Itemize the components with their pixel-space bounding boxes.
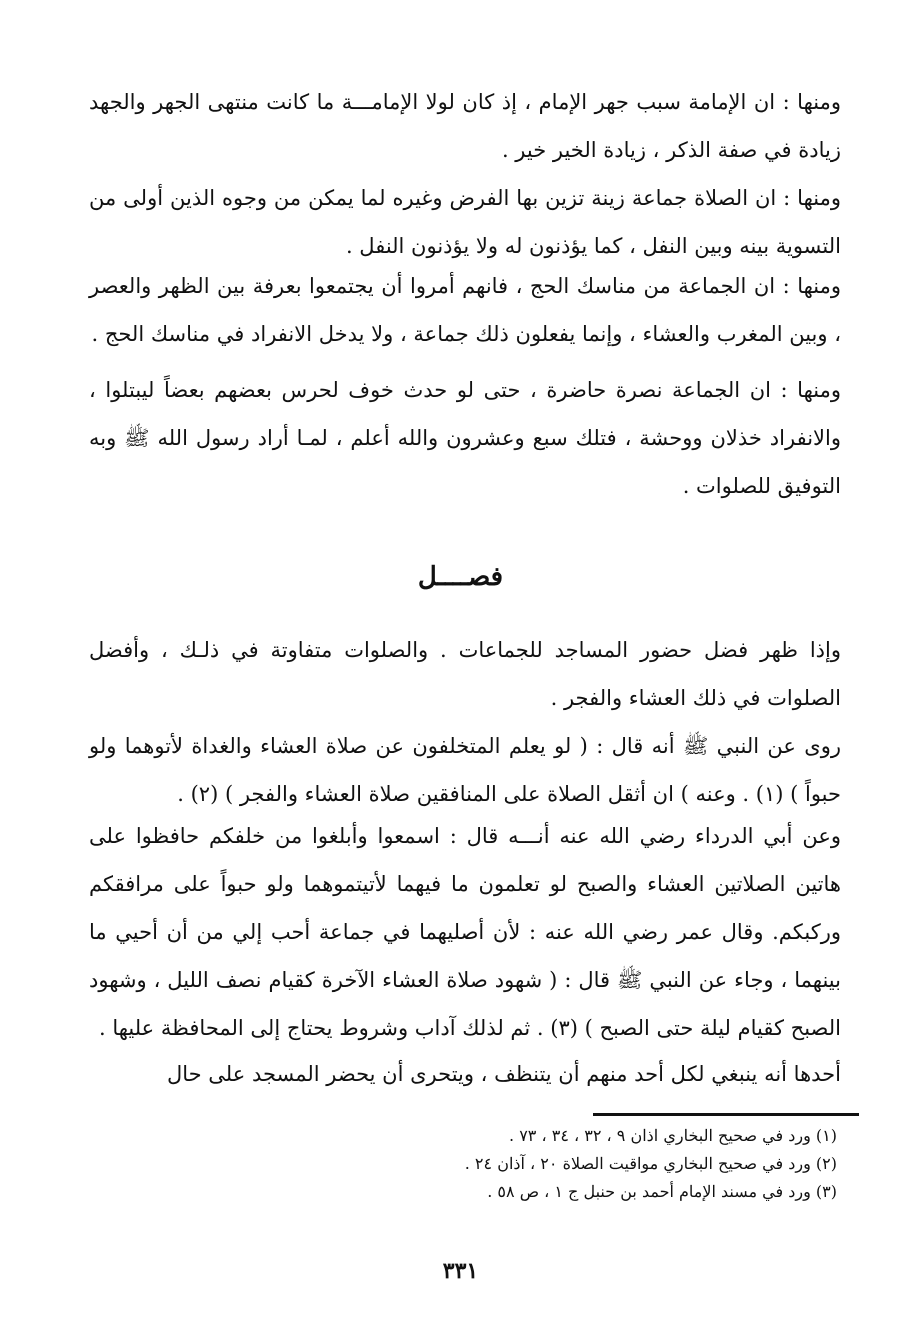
page-number: ٣٣١: [442, 1258, 479, 1284]
footnote-1: (١) ورد في صحيح البخاري اذان ٩ ، ٣٢ ، ٣٤ ، ٧٣ .: [509, 1126, 837, 1145]
footnotes: [137, 1122, 837, 1206]
paragraph-hadith-narration: روى عن النبي ﷺ أنه قال : ( لو يعلم المتخلفون عن صلاة العشاء والغداة لأتوهما ولو حبواً ) (١) . وعنه ) ان أثقل الصلاة على المنافقين صلاة العشاء والفجر ) (٢) .: [89, 734, 841, 806]
paragraph-congregation-adornment: ومنها : ان الصلاة جماعة زينة تزين بها الفرض وغيره لما يمكن من وجوه الذين أولى من التسوية بينه وبين النفل ، كما يؤذنون له ولا يؤذنون النفل .: [89, 186, 841, 258]
paragraph-abu-darda-narration: وعن أبي الدرداء رضي الله عنه أنـــه قال : اسمعوا وأبلغوا من خلفكم حافظوا على هاتين الصلاتين العشاء والصبح لو تعلمون ما فيهما لأتيتموهما ولو حبواً على مرافقكم وركبكم. وقال عمر رضي الله عنه : لأن أصليهما في جماعة أحب إلي من أن أحيي ما بينهما ، وجاء عن النبي ﷺ قال : ( شهود صلاة العشاء الآخرة كقيام نصف الليل ، وشهود الصبح كقيام ليلة حتى الصبح ) (٣) . ثم لذلك آداب وشروط يحتاج إلى المحافظة عليها .: [89, 824, 841, 1040]
section-title: فصــــل: [417, 562, 504, 592]
footnote-3: (٣) ورد في مسند الإمام أحمد بن حنبل ج ١ ، ص ٥٨ .: [487, 1182, 837, 1201]
paragraph-imamate-benefit: ومنها : ان الإمامة سبب جهر الإمام ، إذ كان لولا الإمامـــة ما كانت منتهى الجهر والجهد زيادة في صفة الذكر ، زيادة الخير خير .: [89, 90, 841, 162]
paragraph-congregation-support: ومنها : ان الجماعة نصرة حاضرة ، حتى لو حدث خوف لحرس بعضهم بعضاً ليبتلوا ، والانفراد خذلان ووحشة ، فتلك سبع وعشرون والله أعلم ، لمـا أراد رسول الله ﷺ وبه التوفيق للصلوات .: [89, 378, 841, 498]
paragraph-mosque-attendance: وإذا ظهر فضل حضور المساجد للجماعات . والصلوات متفاوتة في ذلـك ، وأفضل الصلوات في ذلك العشاء والفجر .: [89, 638, 841, 710]
paragraph-cleanliness: أحدها أنه ينبغي لكل أحد منهم أن يتنظف ، ويتحرى أن يحضر المسجد على حال: [166, 1062, 841, 1086]
footnote-2: (٢) ورد في صحيح البخاري مواقيت الصلاة ٢٠ ، آذان ٢٤ .: [464, 1154, 837, 1173]
paragraph-hajj-rites: ومنها : ان الجماعة من مناسك الحج ، فانهم أمروا أن يجتمعوا بعرفة بين الظهر والعصر ، وبين المغرب والعشاء ، وإنما يفعلون ذلك جماعة ، ولا يدخل الانفراد في مناسك الحج .: [89, 274, 841, 346]
footnote-divider: [593, 1113, 859, 1116]
